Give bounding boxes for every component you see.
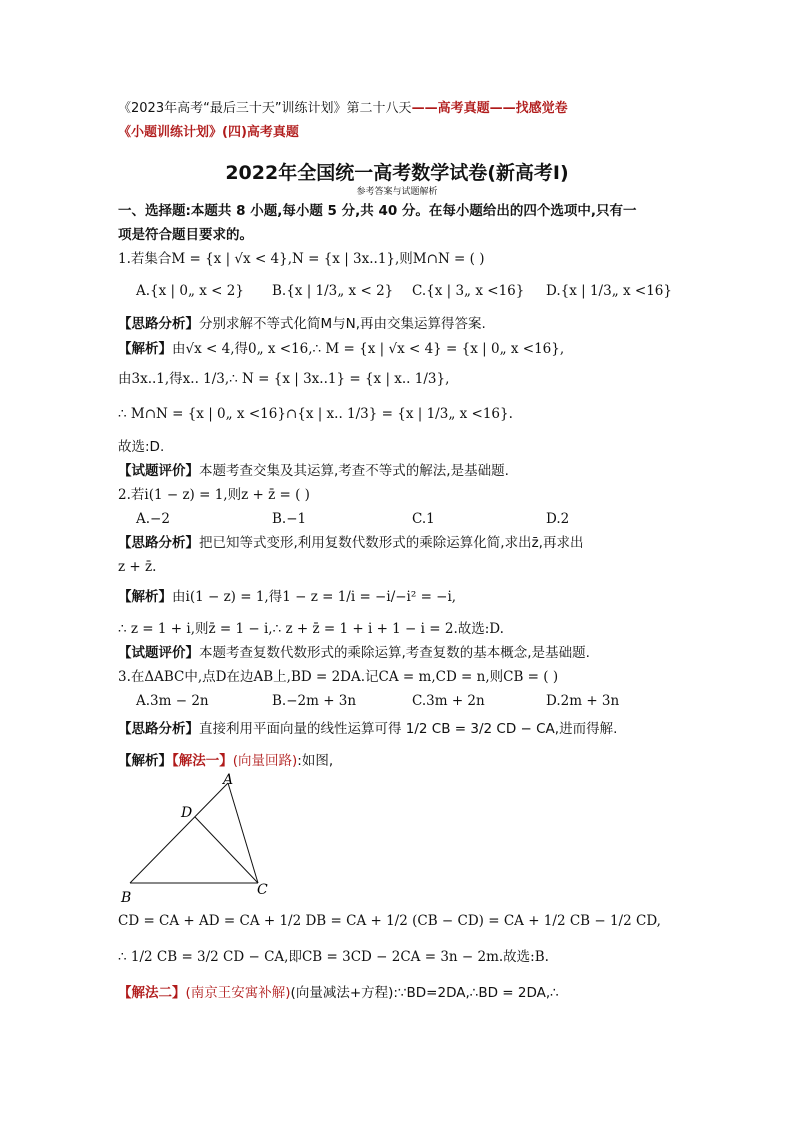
triangle-figure — [115, 770, 285, 910]
header-series-title: 《2023年高考“最后三十天”训练计划》第二十八天 — [118, 101, 412, 116]
solution-tag: 【解析】 — [118, 589, 172, 605]
analysis-tag: 【思路分析】 — [118, 316, 199, 332]
section-heading-line-2: 项是符合题目要求的。 — [118, 227, 253, 243]
q2-review — [118, 644, 590, 662]
q1-solution-2: 由3x..1,得x.. 1/3,∴ N = {x | 3x..1} = {x | x.. 1/3}, — [118, 371, 450, 387]
solution-text: 由i(1 − z) = 1,得1 − z = 1/i = −i/−i² = −i, — [172, 589, 457, 605]
analysis-text: 分别求解不等式化简M与N,再由交集运算得答案. — [199, 316, 486, 332]
q3-method1 — [118, 752, 333, 770]
q3-stem: 3.在ΔABC中,点D在边AB上,BD = 2DA.记CA = m,CD = n,则CB = ( ) — [118, 669, 559, 685]
q2-analysis — [118, 534, 583, 552]
edge-ba — [130, 783, 228, 883]
label-a: A — [223, 772, 234, 788]
q3-analysis — [118, 720, 617, 738]
review-tag: 【试题评价】 — [118, 645, 199, 661]
q2-solution-2: ∴ z = 1 + i,则z̄ = 1 − i,∴ z + z̄ = 1 + i + 1 − i = 2.故选:D. — [118, 621, 504, 637]
label-c: C — [257, 882, 268, 898]
q3-solution-1: CD = CA + AD = CA + 1/2 DB = CA + 1/2 (CB − CD) = CA + 1/2 CB − 1/2 CD, — [118, 913, 661, 929]
method-text: :如图, — [297, 753, 334, 769]
q2-option-c: C.1 — [412, 511, 435, 527]
q1-review — [118, 462, 509, 480]
q2-stem: 2.若i(1 − z) = 1,则z + z̄ = ( ) — [118, 487, 310, 503]
method-text: (向量减法+方程):∵BD=2DA,∴BD = 2DA,∴ — [290, 985, 559, 1001]
q1-answer: 故选:D. — [118, 439, 165, 455]
review-tag: 【试题评价】 — [118, 463, 199, 479]
q2-option-a: A.−2 — [136, 511, 170, 527]
method-name: (向量回路) — [232, 753, 298, 769]
method-tag: 【解法一】 — [172, 753, 233, 769]
analysis-tag: 【思路分析】 — [118, 535, 199, 551]
q1-analysis — [118, 315, 486, 333]
q3-option-d: D.2m + 3n — [546, 693, 620, 709]
label-b: B — [121, 890, 132, 906]
analysis-text: 把已知等式变形,利用复数代数形式的乘除运算化简,求出z̄,再求出 — [199, 535, 584, 551]
solution-tag: 【解析】 — [118, 753, 172, 769]
exam-subtitle: 参考答案与试题解析 — [356, 187, 438, 197]
q1-solution-3: ∴ M∩N = {x | 0„ x <16}∩{x | x.. 1/3} = {x | 1/3„ x <16}. — [118, 406, 513, 422]
q1-stem: 1.若集合M = {x | √x < 4},N = {x | 3x..1},则M∩N = ( ) — [118, 251, 485, 267]
method-name: (南京王安寓补解) — [185, 985, 291, 1001]
q1-option-d: D.{x | 1/3„ x <16} — [546, 283, 672, 299]
solution-text: 由√x < 4,得0„ x <16,∴ M = {x | √x < 4} = {x | 0„ x <16}, — [172, 341, 565, 357]
header-line-2: 《小题训练计划》(四)高考真题 — [118, 125, 299, 140]
q3-method2 — [118, 984, 559, 1002]
section-heading-line-1: 一、选择题:本题共 8 小题,每小题 5 分,共 40 分。在每小题给出的四个选项中,只有一 — [118, 203, 637, 219]
exam-title: 2022年全国统一高考数学试卷(新高考Ⅰ) — [225, 162, 569, 184]
method-tag: 【解法二】 — [118, 985, 186, 1001]
solution-tag: 【解析】 — [118, 341, 172, 357]
review-text: 本题考查交集及其运算,考查不等式的解法,是基础题. — [199, 463, 509, 479]
q3-option-c: C.3m + 2n — [412, 693, 485, 709]
review-text: 本题考查复数代数形式的乘除运算,考查复数的基本概念,是基础题. — [199, 645, 590, 661]
analysis-tag: 【思路分析】 — [118, 721, 199, 737]
q2-analysis-cont: z + z̄. — [118, 559, 157, 575]
label-d: D — [181, 805, 193, 821]
header-series-tag: ——高考真题——找感觉卷 — [411, 101, 568, 116]
q3-option-b: B.−2m + 3n — [272, 693, 357, 709]
q2-option-d: D.2 — [546, 511, 570, 527]
q1-option-c: C.{x | 3„ x <16} — [412, 283, 525, 299]
q2-option-b: B.−1 — [272, 511, 307, 527]
q3-solution-2: ∴ 1/2 CB = 3/2 CD − CA,即CB = 3CD − 2CA = 3n − 2m.故选:B. — [118, 949, 549, 965]
q1-option-b: B.{x | 1/3„ x < 2} — [272, 283, 394, 299]
q1-option-a: A.{x | 0„ x < 2} — [136, 283, 244, 299]
q1-solution-1 — [118, 340, 564, 358]
q2-solution-1 — [118, 588, 456, 606]
header-line-1 — [118, 100, 568, 118]
q3-option-a: A.3m − 2n — [136, 693, 209, 709]
analysis-text: 直接利用平面向量的线性运算可得 1/2 CB = 3/2 CD − CA,进而得解. — [199, 721, 618, 737]
